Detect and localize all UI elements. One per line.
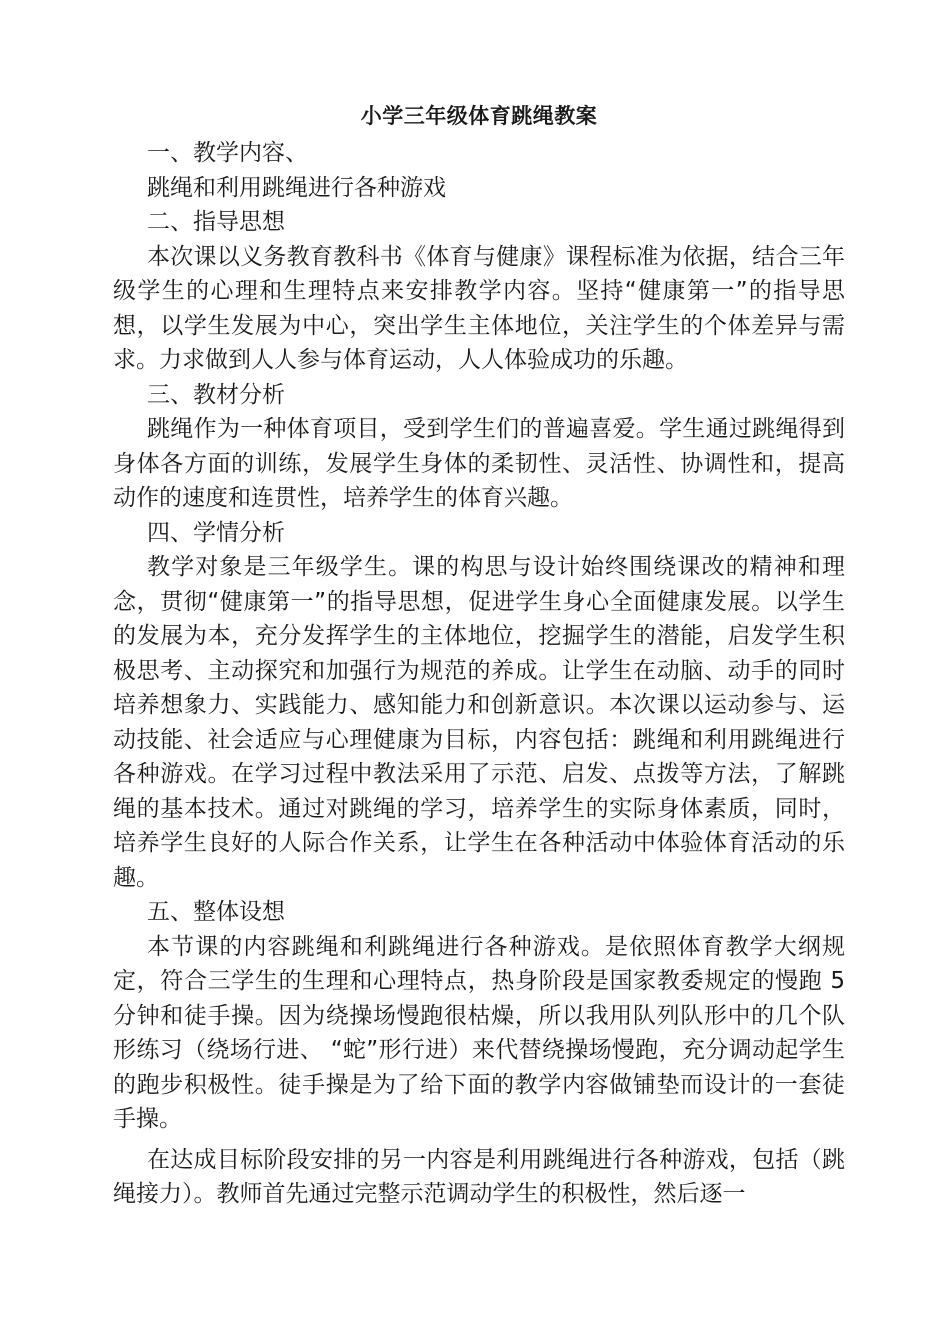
section-1 bbox=[113, 136, 845, 205]
section-5 bbox=[113, 895, 845, 1212]
section-paragraph: 在达成目标阶段安排的另一内容是利用跳绳进行各种游戏，包括（跳绳接力）。教师首先通过完整示范调动学生的积极性，然后逐一 bbox=[113, 1146, 845, 1207]
section-paragraph: 教学对象是三年级学生。课的构思与设计始终围绕课改的精神和理念，贯彻“健康第一”的指导思想，促进学生身心全面健康发展。以学生的发展为本，充分发挥学生的主体地位，挖掘学生的潜能，启发学生积极思考、主动探究和加强行为规范的养成。让学生在动脑、动手的同时培养想象力、实践能力、感知能力和创新意识。本次课以运动参与、运动技能、社会适应与心理健康为目标，内容包括：跳绳和利用跳绳进行各种游戏。在学习过程中教法采用了示范、启发、点拨等方法，了解跳绳的基本技术。通过对跳绳的学习，培养学生的实际身体素质，同时，培养学生良好的人际合作关系，让学生在各种活动中体验体育活动的乐趣。 bbox=[113, 554, 845, 891]
section-paragraph: 本次课以义务教育教科书《体育与健康》课程标准为依据，结合三年级学生的心理和生理特点来安排教学内容。坚持“健康第一”的指导思想，以学生发展为中心，突出学生主体地位，关注学生的个体差异与需求。力求做到人人参与体育运动，人人体验成功的乐趣。 bbox=[113, 243, 845, 373]
section-heading: 一、教学内容、 bbox=[147, 140, 308, 166]
section-heading: 四、学情分析 bbox=[147, 519, 285, 546]
document-title: 小学三年级体育跳绳教案 bbox=[360, 104, 598, 128]
section-heading: 三、教材分析 bbox=[147, 381, 285, 408]
section-4 bbox=[113, 516, 845, 896]
section-heading: 五、整体设想 bbox=[147, 899, 285, 925]
section-paragraph: 跳绳和利用跳绳进行各种游戏 bbox=[147, 174, 446, 201]
section-3 bbox=[113, 378, 845, 516]
section-paragraph: 本节课的内容跳绳和利跳绳进行各种游戏。是依照体育教学大纲规定，符合三学生的生理和心理特点，热身阶段是国家教委规定的慢跑 5 分钟和徒手操。因为绕操场慢跑很枯燥，所以我用队列队形中的几个队形练习（绕场行进、 “蛇”形行进）来代替绕操场慢跑，充分调动起学生的跑步积极性。徒手操是为了给下面的教学内容做铺垫而设计的一套徒手操。 bbox=[113, 933, 845, 1132]
section-2 bbox=[113, 205, 845, 378]
section-heading: 二、指导思想 bbox=[147, 209, 285, 235]
document-page bbox=[113, 96, 845, 1212]
section-paragraph: 跳绳作为一种体育项目，受到学生们的普遍喜爱。学生通过跳绳得到身体各方面的训练，发展学生身体的柔韧性、灵活性、协调性和，提高动作的速度和连贯性，培养学生的体育兴趣。 bbox=[113, 416, 845, 511]
